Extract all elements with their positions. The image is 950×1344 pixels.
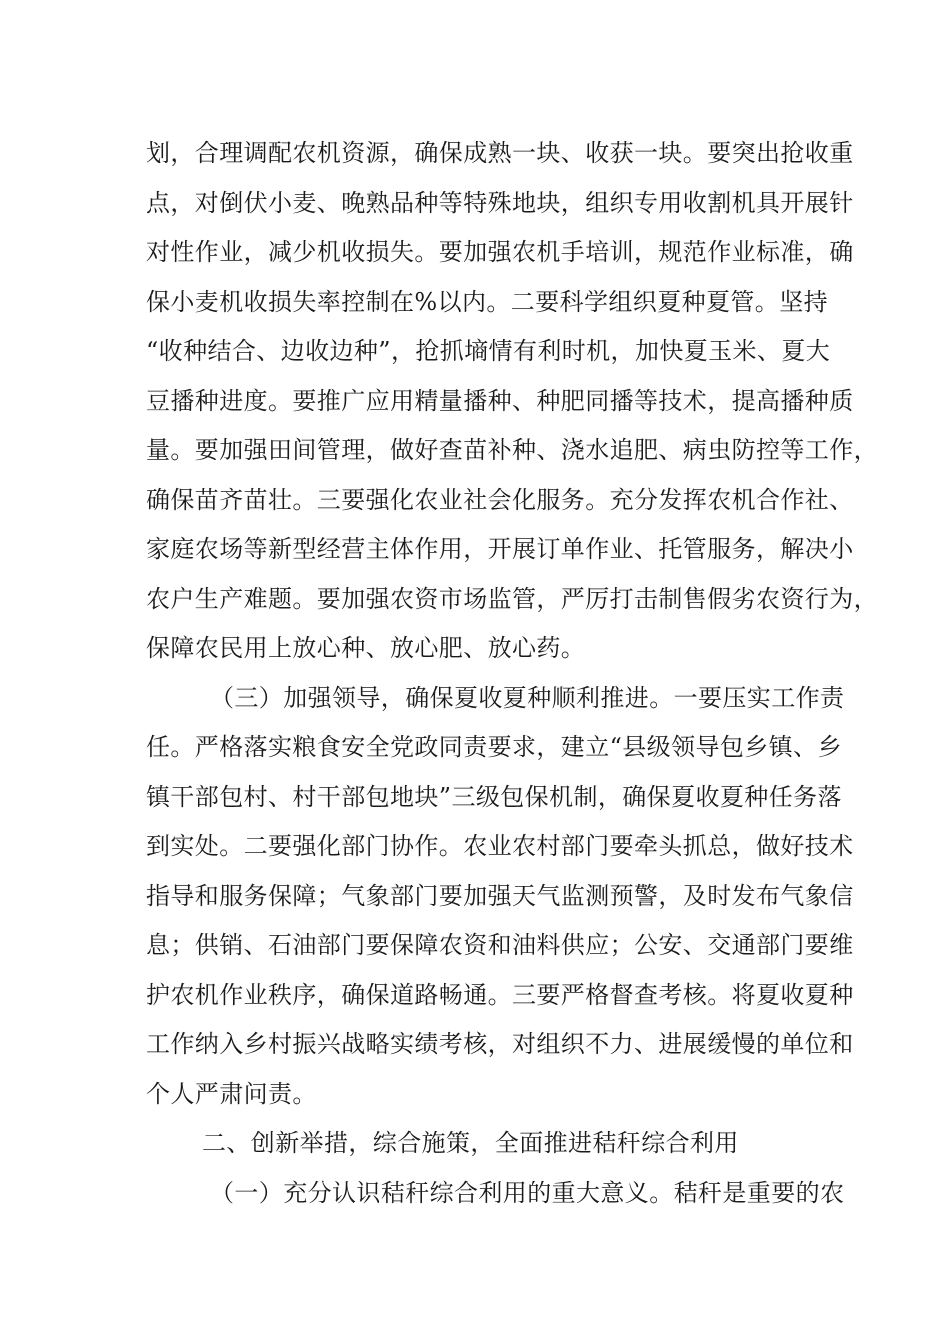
section-three-heading-line: （三）加强领导，确保夏收夏种顺利推进。一要压实工作责 — [210, 684, 845, 712]
subsection-one-heading-line: （一）充分认识秸秆综合利用的重大意义。秸秆是重要的农 — [210, 1179, 845, 1207]
text-line: 保小麦机收损失率控制在%以内。二要科学组织夏种夏管。坚持 — [146, 288, 829, 316]
text-line: 任。严格落实粮食安全党政同责要求，建立“县级领导包乡镇、乡 — [146, 733, 842, 761]
text-line: 农户生产难题。要加强农资市场监管，严厉打击制售假劣农资行为， — [146, 585, 878, 613]
text-line: 划，合理调配农机资源，确保成熟一块、收获一块。要突出抢收重 — [146, 139, 854, 167]
text-line: 指导和服务保障；气象部门要加强天气监测预警，及时发布气象信 — [146, 882, 854, 910]
text-line: 护农机作业秩序，确保道路畅通。三要严格督查考核。将夏收夏种 — [146, 981, 854, 1009]
text-line: 对性作业，减少机收损失。要加强农机手培训，规范作业标准，确 — [146, 238, 854, 266]
text-line: 工作纳入乡村振兴战略实绩考核，对组织不力、进展缓慢的单位和 — [146, 1030, 854, 1058]
text-line: 量。要加强田间管理，做好查苗补种、浇水追肥、病虫防控等工作， — [146, 436, 878, 464]
text-line: “收种结合、边收边种”，抢抓墒情有利时机，加快夏玉米、夏大 — [146, 337, 831, 365]
text-line: 家庭农场等新型经营主体作用，开展订单作业、托管服务，解决小 — [146, 535, 854, 563]
text-line: 息；供销、石油部门要保障农资和油料供应；公安、交通部门要维 — [146, 931, 854, 959]
text-line: 个人严肃问责。 — [146, 1080, 317, 1108]
text-line: 镇干部包村、村干部包地块”三级包保机制，确保夏收夏种任务落 — [146, 783, 842, 811]
text-line: 点，对倒伏小麦、晚熟品种等特殊地块，组织专用收割机具开展针 — [146, 189, 854, 217]
text-line: 到实处。二要强化部门协作。农业农村部门要牵头抓总，做好技术 — [146, 832, 854, 860]
text-line: 豆播种进度。要推广应用精量播种、种肥同播等技术，提高播种质 — [146, 387, 854, 415]
section-two-heading: 二、创新举措，综合施策，全面推进秸秆综合利用 — [202, 1129, 739, 1157]
text-line: 保障农民用上放心种、放心肥、放心药。 — [146, 634, 586, 662]
text-line: 确保苗齐苗壮。三要强化农业社会化服务。充分发挥农机合作社、 — [146, 486, 854, 514]
